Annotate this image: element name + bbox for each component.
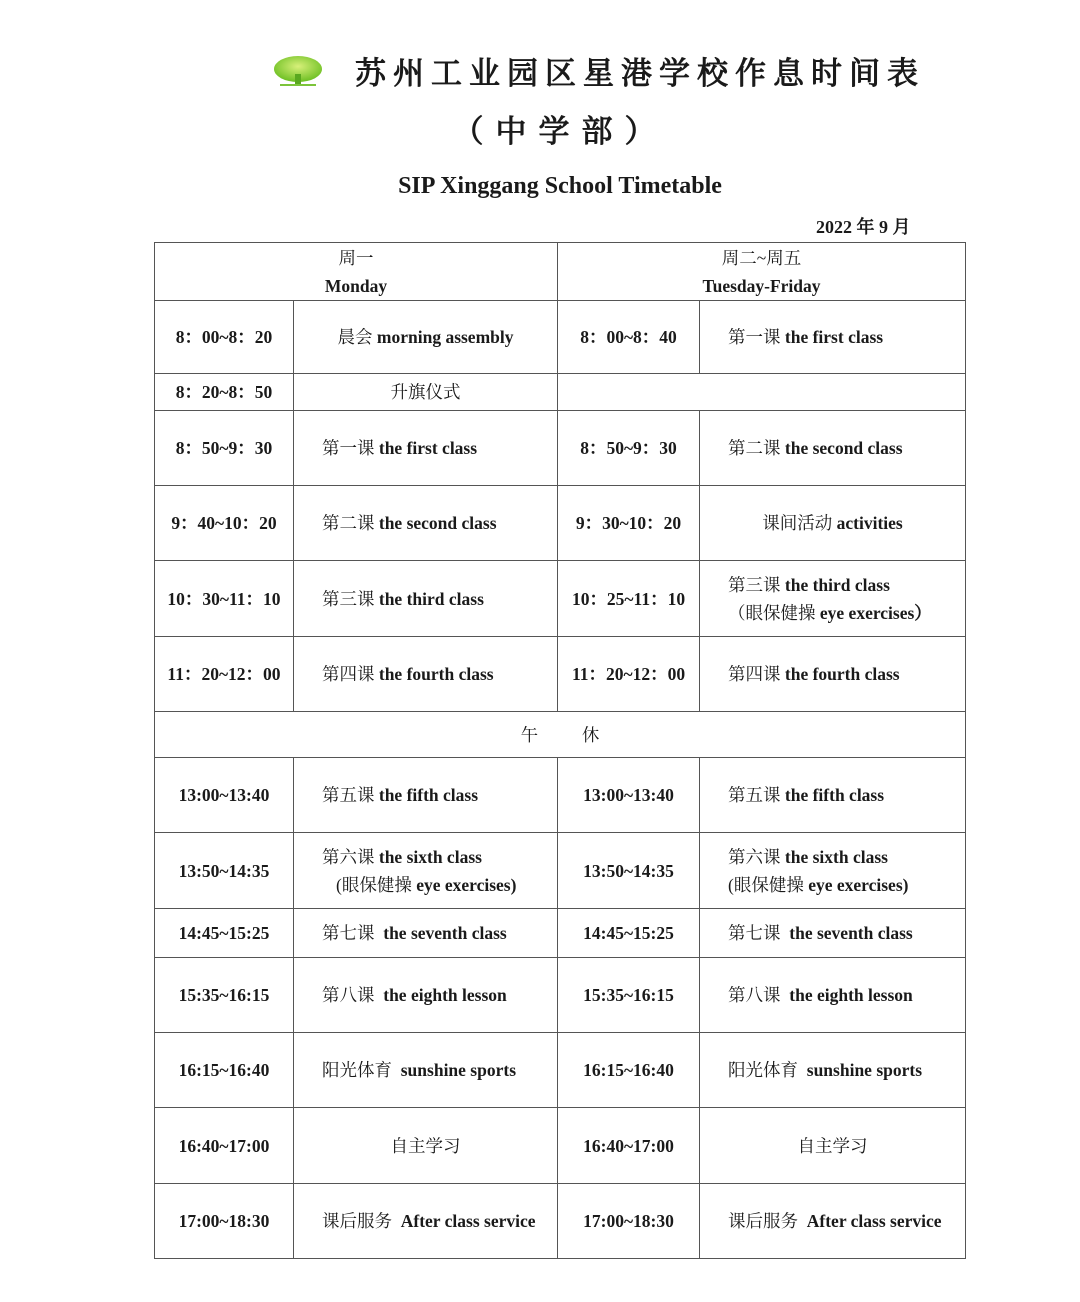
table-row <box>155 411 966 486</box>
table-row <box>155 561 966 637</box>
monday-activity: 第二课 the second class <box>294 486 558 561</box>
tue-fri-activity: 第三课 the third class （眼保健操 eye exercises） <box>700 561 966 637</box>
tue-fri-activity: 第六课 the sixth class (眼保健操 eye exercises) <box>700 833 966 909</box>
monday-time: 15:35~16:15 <box>155 958 294 1033</box>
tue-fri-time: 15:35~16:15 <box>558 958 700 1033</box>
tue-fri-activity: 第五课 the fifth class <box>700 758 966 833</box>
monday-activity: 第八课 the eighth lesson <box>294 958 558 1033</box>
monday-activity: 第五课 the fifth class <box>294 758 558 833</box>
table-row <box>155 1108 966 1184</box>
monday-time: 8：50~9：30 <box>155 411 294 486</box>
tue-fri-time: 9：30~10：20 <box>558 486 700 561</box>
tue-fri-empty <box>558 374 966 411</box>
monday-activity: 第四课 the fourth class <box>294 637 558 712</box>
timetable-date: 2022 年 9 月 <box>816 217 911 237</box>
tue-fri-activity: 第七课 the seventh class <box>700 909 966 958</box>
monday-time: 16:40~17:00 <box>155 1108 294 1184</box>
monday-time: 11：20~12：00 <box>155 637 294 712</box>
monday-activity: 第一课 the first class <box>294 411 558 486</box>
table-row <box>155 486 966 561</box>
table-header-row <box>155 243 966 301</box>
school-title-en: SIP Xinggang School Timetable <box>398 173 722 199</box>
tue-fri-time: 14:45~15:25 <box>558 909 700 958</box>
tue-fri-activity: 课间活动 activities <box>700 486 966 561</box>
tue-fri-time: 17:00~18:30 <box>558 1184 700 1259</box>
table-row <box>155 958 966 1033</box>
tue-fri-time: 10：25~11：10 <box>558 561 700 637</box>
monday-time: 9：40~10：20 <box>155 486 294 561</box>
monday-activity: 升旗仪式 <box>294 374 558 411</box>
tue-fri-activity: 自主学习 <box>700 1108 966 1184</box>
monday-time: 16:15~16:40 <box>155 1033 294 1108</box>
tue-fri-activity: 第四课 the fourth class <box>700 637 966 712</box>
monday-header: 周一 Monday <box>155 243 558 301</box>
table-row <box>155 758 966 833</box>
tue-fri-activity: 第八课 the eighth lesson <box>700 958 966 1033</box>
tue-fri-activity: 课后服务 After class service <box>700 1184 966 1259</box>
monday-activity: 第三课 the third class <box>294 561 558 637</box>
tue-fri-header: 周二~周五 Tuesday-Friday <box>558 243 966 301</box>
monday-activity: 第七课 the seventh class <box>294 909 558 958</box>
division-subtitle: （中学部） <box>452 114 668 150</box>
tree-logo-icon <box>272 52 324 90</box>
table-row <box>155 374 966 411</box>
monday-time: 13:50~14:35 <box>155 833 294 909</box>
school-title-cn: 苏州工业园区星港学校作息时间表 <box>355 56 925 92</box>
lunch-break-row <box>155 712 966 758</box>
table-row <box>155 1033 966 1108</box>
monday-time: 13:00~13:40 <box>155 758 294 833</box>
tue-fri-time: 13:50~14:35 <box>558 833 700 909</box>
monday-activity: 自主学习 <box>294 1108 558 1184</box>
monday-activity: 第六课 the sixth class (眼保健操 eye exercises) <box>294 833 558 909</box>
monday-activity: 阳光体育 sunshine sports <box>294 1033 558 1108</box>
table-row <box>155 833 966 909</box>
table-row <box>155 301 966 374</box>
tue-fri-activity: 第一课 the first class <box>700 301 966 374</box>
table-row <box>155 637 966 712</box>
tue-fri-time: 13:00~13:40 <box>558 758 700 833</box>
tue-fri-activity: 阳光体育 sunshine sports <box>700 1033 966 1108</box>
table-row <box>155 909 966 958</box>
tue-fri-time: 8：50~9：30 <box>558 411 700 486</box>
tue-fri-activity: 第二课 the second class <box>700 411 966 486</box>
monday-activity: 晨会 morning assembly <box>294 301 558 374</box>
timetable <box>154 242 966 1259</box>
monday-time: 14:45~15:25 <box>155 909 294 958</box>
tue-fri-time: 16:40~17:00 <box>558 1108 700 1184</box>
monday-time: 17:00~18:30 <box>155 1184 294 1259</box>
monday-time: 10：30~11：10 <box>155 561 294 637</box>
monday-time: 8：20~8：50 <box>155 374 294 411</box>
table-row <box>155 1184 966 1259</box>
lunch-break-cell: 午 休 <box>155 712 966 758</box>
tue-fri-time: 8：00~8：40 <box>558 301 700 374</box>
monday-time: 8：00~8：20 <box>155 301 294 374</box>
tue-fri-time: 11：20~12：00 <box>558 637 700 712</box>
monday-activity: 课后服务 After class service <box>294 1184 558 1259</box>
tue-fri-time: 16:15~16:40 <box>558 1033 700 1108</box>
